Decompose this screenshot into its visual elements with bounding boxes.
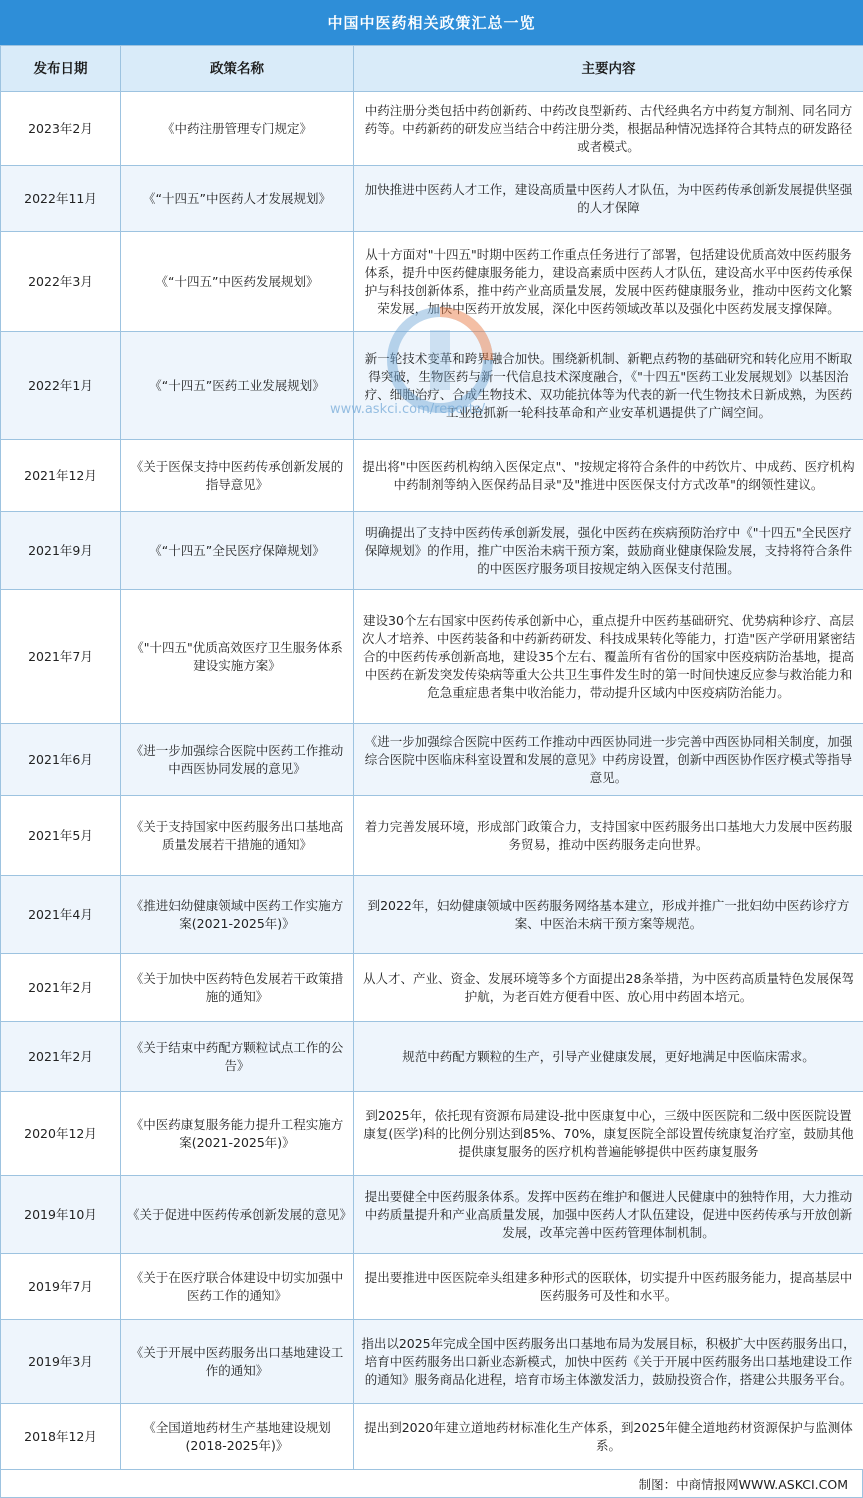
cell-content: 加快推进中医药人才工作，建设高质量中医药人才队伍，为中医药传承创新发展提供坚强的人才保障 xyxy=(354,166,863,232)
cell-content: 提出要健全中医药服条体系。发挥中医药在维护和偃进人民健康中的独特作用，大力推动中药质量提升和产业高质量发展，加强中医药人才队伍建设，促进中医药传承与开放创新发展，改革完善中医药管理体制机制。 xyxy=(354,1176,863,1254)
table-row xyxy=(1,512,863,590)
cell-content: 提出要推进中医医院牵头组建多种形式的医联体，切实提升中医药服务能力，提高基层中医药服务可及性和水平。 xyxy=(354,1254,863,1320)
table-row xyxy=(1,1404,863,1470)
cell-content: 到2022年，妇幼健康领域中医药服务网络基本建立，形成并推广一批妇幼中医药诊疗方案、中医治未病干预方案等规范。 xyxy=(354,876,863,954)
cell-name: 《“十四五”全民医疗保障规划》 xyxy=(121,512,354,590)
cell-name: 《关于在医疗联合体建设中切实加强中医药工作的通知》 xyxy=(121,1254,354,1320)
cell-name: 《推进妇幼健康领域中医药工作实施方案(2021-2025年)》 xyxy=(121,876,354,954)
cell-content: 着力完善发展环境，形成部门政策合力，支持国家中医药服务出口基地大力发展中医药服务贸易，推动中医药服务走向世界。 xyxy=(354,796,863,876)
cell-content: 中药注册分类包括中药创新药、中药改良型新药、古代经典名方中药复方制剂、同名同方药等。中药新药的研发应当结合中药注册分类，根据品种情况选择符合其特点的研发路径或者模式。 xyxy=(354,92,863,166)
cell-name: 《“十四五”中医药发展规划》 xyxy=(121,232,354,332)
cell-date: 2019年7月 xyxy=(1,1254,121,1320)
cell-date: 2021年6月 xyxy=(1,724,121,796)
cell-date: 2020年12月 xyxy=(1,1092,121,1176)
cell-date: 2021年12月 xyxy=(1,440,121,512)
cell-content: 建设30个左右国家中医药传承创新中心，重点提升中医药基础研究、优势病种诊疗、高层次人才培养、中医药装备和中药新药研发、科技成果转化等能力，打造"医产学研用紧密结合的中医药传承创新高地，建设35个左右、覆盖所有省份的国家中医疫病防治基地，提高中医药在新发突发传染病等重大公共卫生事件发生时的第一时间快速反应参与救治能力和危急重症患者集中收治能力，带动提升区域内中医疫病防治能力。 xyxy=(354,590,863,724)
cell-content: 提出将"中医医药机构纳入医保定点"、"按规定将符合条件的中药饮片、中成药、医疗机构中药制剂等纳入医保药品目录"及"推进中医医保支付方式改革"的纲领性建议。 xyxy=(354,440,863,512)
cell-name: 《关于医保支持中医药传承创新发展的指导意见》 xyxy=(121,440,354,512)
table-row xyxy=(1,590,863,724)
cell-date: 2021年5月 xyxy=(1,796,121,876)
cell-content: 从十方面对"十四五"时期中医药工作重点任务进行了部署，包括建设优质高效中医药服务体系，提升中医药健康服务能力，建设高素质中医药人才队伍，建设高水平中医药传承保护与科技创新体系，推中药产业高质量发展，发展中医药健康服务业，推动中医药文化繁荣发展，加快中医药开放发展，深化中医药领域改革以及强化中医药发展支撑保障。 xyxy=(354,232,863,332)
cell-date: 2018年12月 xyxy=(1,1404,121,1470)
cell-date: 2021年2月 xyxy=(1,1022,121,1092)
cell-date: 2022年3月 xyxy=(1,232,121,332)
footer-credit: 制图：中商情报网WWW.ASKCI.COM xyxy=(0,1470,863,1498)
cell-date: 2021年7月 xyxy=(1,590,121,724)
cell-name: 《关于结束中药配方颗粒试点工作的公告》 xyxy=(121,1022,354,1092)
cell-date: 2022年11月 xyxy=(1,166,121,232)
table-row xyxy=(1,332,863,440)
cell-name: 《关于促进中医药传承创新发展的意见》 xyxy=(121,1176,354,1254)
table-row xyxy=(1,1254,863,1320)
cell-name: 《"十四五"优质高效医疗卫生服务体系建设实施方案》 xyxy=(121,590,354,724)
table-row xyxy=(1,954,863,1022)
cell-date: 2021年9月 xyxy=(1,512,121,590)
table-row xyxy=(1,1176,863,1254)
cell-content: 从人才、产业、资金、发展环境等多个方面提出28条举措，为中医药高质量特色发展保驾护航，为老百姓方便看中医、放心用中药固本培元。 xyxy=(354,954,863,1022)
cell-content: 《进一步加强综合医院中医药工作推动中西医协同进一步完善中西医协同相关制度，加强综合医院中医临床科室设置和发展的意见》中药房设置，创新中西医协作医疗模式等指导意见。 xyxy=(354,724,863,796)
cell-name: 《“十四五”中医药人才发展规划》 xyxy=(121,166,354,232)
cell-name: 《中药注册管理专门规定》 xyxy=(121,92,354,166)
table-row xyxy=(1,1320,863,1404)
table-title: 中国中医药相关政策汇总一览 xyxy=(0,0,863,45)
cell-date: 2021年2月 xyxy=(1,954,121,1022)
table-row xyxy=(1,92,863,166)
table-row xyxy=(1,1092,863,1176)
cell-content: 提出到2020年建立道地药材标准化生产体系，到2025年健全道地药材资源保护与监测体系。 xyxy=(354,1404,863,1470)
header-content: 主要内容 xyxy=(354,46,863,92)
cell-name: 《关于开展中医药服务出口基地建设工作的通知》 xyxy=(121,1320,354,1404)
cell-content: 新一轮技术变革和跨界融合加快。围绕新机制、新靶点药物的基础研究和转化应用不断取得突破，生物医药与新一代信息技术深度融合，《"十四五"医药工业发展规划》以基因治疗、细胞治疗、合成生物技术、双功能抗体等为代表的新一代生物技术日新成熟，为医药工业抢抓新一轮科技革命和产业安革机遇提供了广阔空间。 xyxy=(354,332,863,440)
table-row xyxy=(1,232,863,332)
watermark-text: www.askci.com/reports/ xyxy=(330,402,485,417)
table-row xyxy=(1,724,863,796)
table-row xyxy=(1,876,863,954)
table-row xyxy=(1,440,863,512)
cell-name: 《进一步加强综合医院中医药工作推动中西医协同发展的意见》 xyxy=(121,724,354,796)
cell-content: 到2025年，依托现有资源布局建设-批中医康复中心，三级中医医院和二级中医医院设置康复(医学)科的比例分别达到85%、70%，康复医院全部设置传统康复治疗室，鼓励其他提供康复服务的医疗机构普遍能够提供中医药康复服务 xyxy=(354,1092,863,1176)
cell-date: 2023年2月 xyxy=(1,92,121,166)
table-row xyxy=(1,1022,863,1092)
cell-date: 2022年1月 xyxy=(1,332,121,440)
header-row xyxy=(1,46,863,92)
cell-date: 2021年4月 xyxy=(1,876,121,954)
cell-name: 《关于加快中医药特色发展若干政策措施的通知》 xyxy=(121,954,354,1022)
cell-date: 2019年3月 xyxy=(1,1320,121,1404)
policy-table xyxy=(0,45,863,1470)
header-date: 发布日期 xyxy=(1,46,121,92)
table-row xyxy=(1,166,863,232)
cell-name: 《关于支持国家中医药服务出口基地高质量发展若干措施的通知》 xyxy=(121,796,354,876)
table-row xyxy=(1,796,863,876)
cell-content: 规范中药配方颗粒的生产，引导产业健康发展，更好地满足中医临床需求。 xyxy=(354,1022,863,1092)
cell-content: 明确提出了支持中医药传承创新发展，强化中医药在疾病预防治疗中《"十四五"全民医疗保障规划》的作用，推广中医治未病干预方案，鼓励商业健康保险发展，支持将符合条件的中医医疗服务项目按规定纳入医保支付范围。 xyxy=(354,512,863,590)
cell-name: 《中医药康复服务能力提升工程实施方案(2021-2025年)》 xyxy=(121,1092,354,1176)
cell-date: 2019年10月 xyxy=(1,1176,121,1254)
cell-name: 《全国道地药材生产基地建设规划(2018-2025年)》 xyxy=(121,1404,354,1470)
cell-name: 《“十四五”医药工业发展规划》 xyxy=(121,332,354,440)
header-name: 政策名称 xyxy=(121,46,354,92)
cell-content: 指出以2025年完成全国中医药服务出口基地布局为发展目标，积极扩大中医药服务出口，培育中医药服务出口新业态新模式，加快中医药《关于开展中医药服务出口基地建设工作的通知》服务商品化进程，培育市场主体激发活力，鼓励投资合作，搭建公共服务平台。 xyxy=(354,1320,863,1404)
